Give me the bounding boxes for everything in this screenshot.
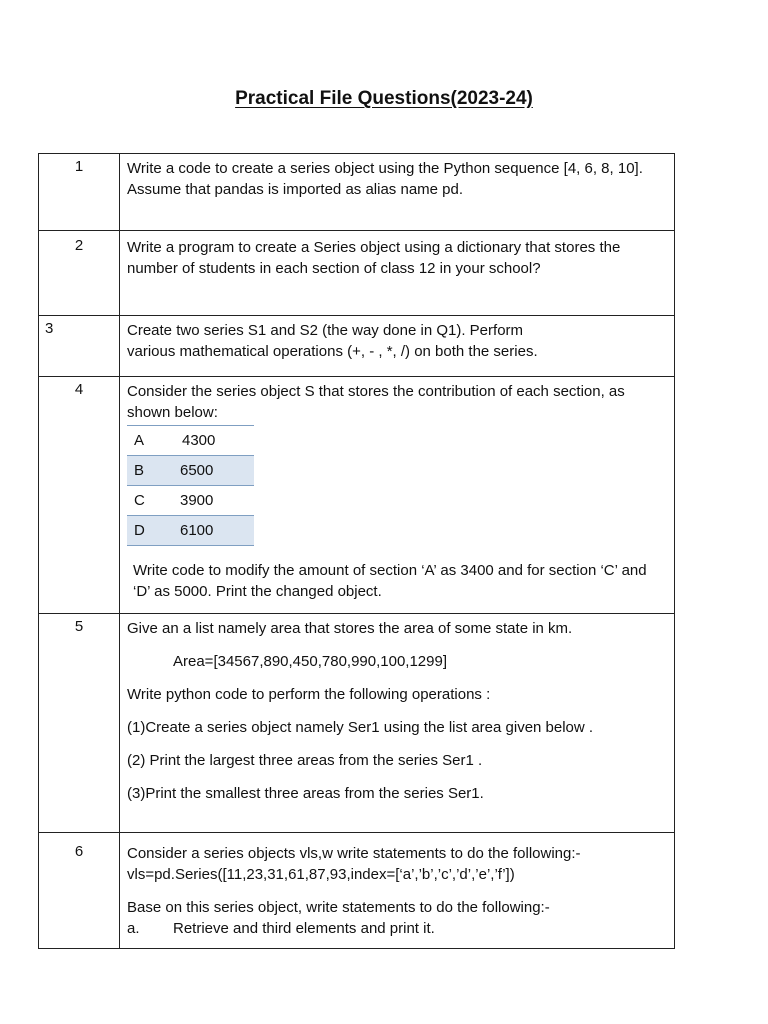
question-number: 6 xyxy=(39,833,120,949)
question-intro: Give an a list namely area that stores the area of some state in km. xyxy=(127,620,573,637)
question-row xyxy=(39,614,675,833)
page-title: Practical File Questions(2023-24) xyxy=(235,88,533,109)
series-key: C xyxy=(134,492,145,509)
question-number: 5 xyxy=(39,614,120,833)
question-text xyxy=(120,316,675,377)
question-line: Create two series S1 and S2 (the way done in Q1). Perform xyxy=(127,322,524,339)
sub-item-text: Retrieve and third elements and print it. xyxy=(173,920,435,937)
question-text: Write a code to create a series object using the Python sequence [4, 6, 8, 10]. Assume that pandas is imported as alias name pd. xyxy=(120,154,675,231)
question-line: various mathematical operations (+, - , *, /) on both the series. xyxy=(127,343,538,360)
question-text: Write a program to create a Series object using a dictionary that stores the number of students in each section of class 12 in your school? xyxy=(120,231,675,316)
series-code: vls=pd.Series([11,23,31,61,87,93,index=[‘a’,’b’,’c’,’d’,’e’,’f’]) xyxy=(127,866,515,883)
series-value: 6500 xyxy=(180,456,254,486)
questions-table xyxy=(38,153,675,949)
question-item: (1)Create a series object namely Ser1 using the list area given below . xyxy=(127,719,594,736)
question-number: 1 xyxy=(39,154,120,231)
area-list-code: Area=[34567,890,450,780,990,100,1299] xyxy=(173,653,447,670)
sub-item xyxy=(127,918,666,939)
sub-item-label: a. xyxy=(127,920,140,937)
series-key: D xyxy=(127,516,180,546)
question-text xyxy=(120,833,675,949)
question-row xyxy=(39,377,675,614)
question-text xyxy=(120,377,675,614)
question-row xyxy=(39,231,675,316)
series-row xyxy=(127,516,254,546)
question-line: Base on this series object, write statements to do the following:- xyxy=(127,899,550,916)
series-value: 4300 xyxy=(180,426,254,456)
question-intro: Consider the series object S that stores the contribution of each section, as shown below: xyxy=(127,383,625,421)
series-table xyxy=(127,425,254,546)
series-value: 3900 xyxy=(180,492,214,509)
series-key: A xyxy=(127,426,180,456)
question-row xyxy=(39,833,675,949)
question-row xyxy=(39,154,675,231)
series-key: B xyxy=(127,456,180,486)
question-item: (2) Print the largest three areas from the series Ser1 . xyxy=(127,752,483,769)
series-row xyxy=(127,456,254,486)
question-line: Consider a series objects vls,w write statements to do the following:- xyxy=(127,845,581,862)
question-task: Write code to modify the amount of section ‘A’ as 3400 and for section ‘C’ and ‘D’ as 5000. Print the changed object. xyxy=(133,562,647,600)
question-lead: Write python code to perform the following operations : xyxy=(127,686,491,703)
question-number: 3 xyxy=(39,316,120,377)
question-number: 4 xyxy=(39,377,120,614)
series-value: 6100 xyxy=(180,516,254,546)
question-text xyxy=(120,614,675,833)
question-number: 2 xyxy=(39,231,120,316)
question-row xyxy=(39,316,675,377)
question-item: (3)Print the smallest three areas from the series Ser1. xyxy=(127,785,484,802)
series-row xyxy=(127,486,254,516)
series-row xyxy=(127,426,254,456)
